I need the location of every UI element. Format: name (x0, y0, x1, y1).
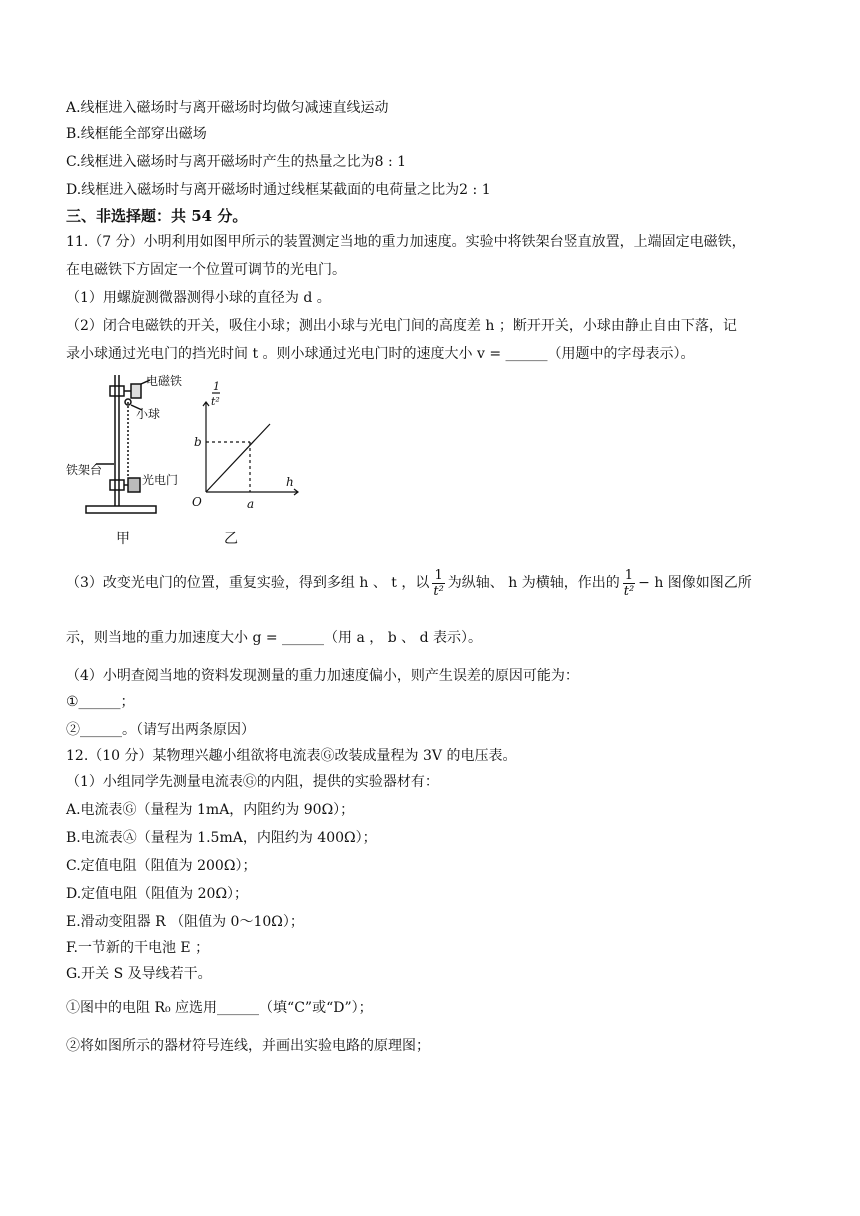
x-label: h (286, 475, 294, 489)
q12-item-a: A.电流表Ⓖ（量程为 1mA，内阻约为 90Ω）； (66, 802, 355, 818)
option-b: B.线框能全部穿出磁场 (66, 126, 207, 142)
q12-part1: （1）小组同学先测量电流表Ⓖ的内阻，提供的实验器材有： (66, 774, 439, 790)
option-d: D.线框进入磁场时与离开磁场时通过线框某截面的电荷量之比为2 : 1 (66, 182, 491, 198)
q11-part2-line2: 录小球通过光电门的挡光时间 t 。则小球通过光电门时的速度大小 v = ______（用题中的字母表示）。 (66, 346, 695, 362)
caption-jia: 甲 (116, 531, 130, 547)
q12-sub2: ②将如图所示的器材符号连线，并画出实验电路的原理图； (66, 1038, 430, 1054)
q12-item-d: D.定值电阻（阻值为 20Ω）； (66, 886, 249, 902)
graph-line (206, 424, 270, 492)
y-label-num: 1 (213, 380, 220, 393)
fraction-1-over-t2 (431, 568, 445, 599)
fraction-den: t² (433, 583, 444, 599)
q12-item-g: G.开关 S 及导线若干。 (66, 966, 212, 982)
y-label-den: t² (211, 395, 220, 408)
q11-part3-text-c: − h 图像如图乙所 (638, 575, 752, 591)
label-ball: 小球 (136, 407, 161, 421)
q12-item-b: B.电流表Ⓐ（量程为 1.5mA，内阻约为 400Ω）； (66, 830, 377, 846)
fraction-num: 1 (434, 567, 443, 583)
a-label: a (247, 497, 255, 511)
q11-part3-line1 (66, 566, 806, 600)
option-a: A.线框进入磁场时与离开磁场时均做匀减速直线运动 (66, 100, 389, 116)
q11-part3-text-b: 为纵轴、 h 为横轴，作出的 (447, 575, 620, 591)
fraction-den-b: t² (623, 583, 635, 599)
q12-sub1: ①图中的电阻 R₀ 应选用______（填“C”或“D”）； (66, 1000, 373, 1016)
q11-part4-blank2: ②______。（请写出两条原因） (66, 722, 255, 738)
option-c: C.线框进入磁场时与离开磁场时产生的热量之比为8 : 1 (66, 154, 407, 170)
label-photogate: 光电门 (142, 473, 179, 487)
label-stand: 铁架台 (66, 463, 103, 477)
q11-stem-line2: 在电磁铁下方固定一个位置可调节的光电门。 (66, 262, 346, 278)
origin-label: O (192, 495, 202, 509)
q12-item-c: C.定值电阻（阻值为 200Ω）； (66, 858, 257, 874)
q11-stem-line1: 11.（7 分）小明利用如图甲所示的装置测定当地的重力加速度。实验中将铁架台竖直放置，上端固定电磁铁， (66, 234, 746, 250)
fraction-1-over-t2-b (622, 568, 636, 599)
q11-part2-line1: （2）闭合电磁铁的开关，吸住小球；测出小球与光电门间的高度差 h ；断开开关，小球由静止自由下落，记 (66, 318, 737, 334)
apparatus-figure (66, 372, 183, 522)
graph-figure (188, 372, 308, 517)
q12-item-f: F.一节新的干电池 E ； (66, 940, 210, 956)
q11-part4-blank1: ①______； (66, 694, 135, 710)
q11-part4: （4）小明查阅当地的资料发现测量的重力加速度偏小，则产生误差的原因可能为： (66, 668, 579, 684)
fraction-num-b: 1 (624, 567, 634, 583)
b-label: b (194, 435, 202, 449)
q11-part1: （1）用螺旋测微器测得小球的直径为 d 。 (66, 290, 331, 306)
q12-stem: 12.（10 分）某物理兴趣小组欲将电流表Ⓖ改装成量程为 3V 的电压表。 (66, 748, 517, 764)
q12-item-e: E.滑动变阻器 R （阻值为 0～10Ω）； (66, 914, 304, 930)
q11-part3-line2: 示，则当地的重力加速度大小 g = ______（用 a ， b 、 d 表示）。 (66, 630, 483, 646)
label-electromagnet: 电磁铁 (146, 374, 183, 388)
caption-yi: 乙 (224, 531, 238, 547)
q11-part3-text-a: （3）改变光电门的位置，重复实验，得到多组 h 、 t ，以 (66, 575, 430, 591)
section-title: 三、非选择题：共 54 分。 (66, 207, 248, 225)
